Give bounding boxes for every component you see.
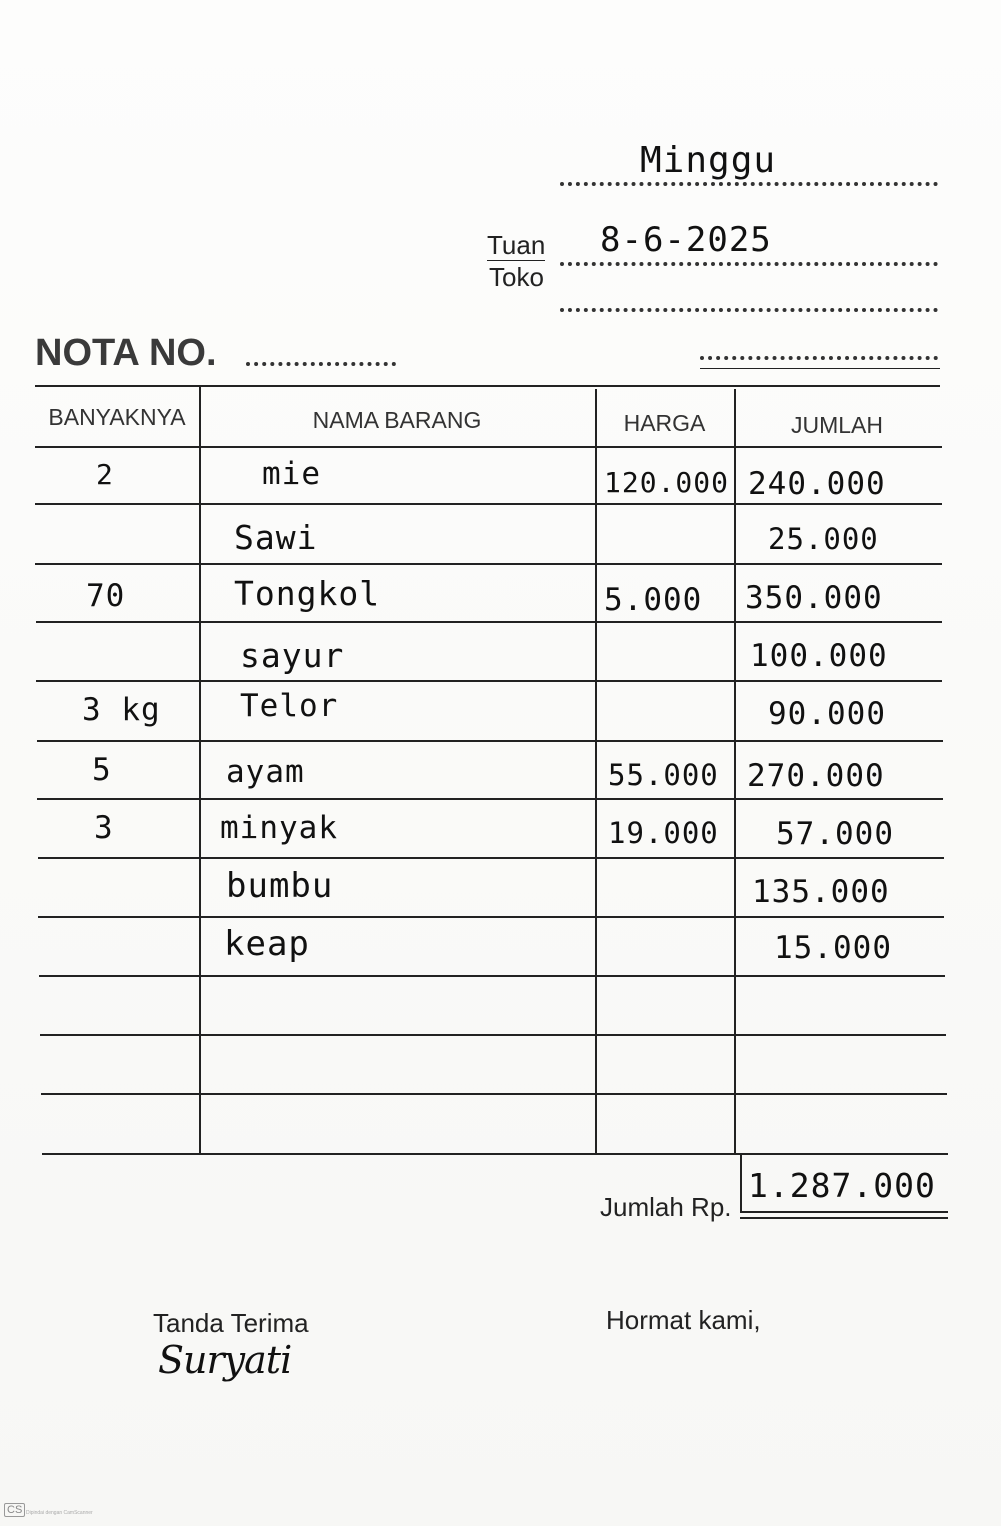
- total-label: Jumlah Rp.: [600, 1192, 732, 1222]
- row-line: [38, 857, 944, 859]
- row-line: [37, 798, 943, 800]
- col-header-price: HARGA: [623, 410, 706, 436]
- row-total: 57.000: [776, 816, 894, 852]
- row-total: 25.000: [768, 522, 879, 556]
- row-total: 90.000: [768, 696, 886, 732]
- row-price: 19.000: [608, 816, 719, 850]
- row-qty: 5: [92, 752, 112, 788]
- row-item: Telor: [240, 688, 339, 724]
- row-item: sayur: [240, 636, 345, 675]
- regards-label: Hormat kami,: [606, 1305, 761, 1335]
- row-line: [37, 740, 943, 742]
- total-underline-2: [740, 1217, 948, 1219]
- row-item: minyak: [220, 810, 338, 846]
- address-dotted-line: [560, 308, 938, 312]
- right-dotted-line: [700, 356, 938, 360]
- nota-label: NOTA NO.: [35, 332, 217, 374]
- row-total: 240.000: [748, 466, 886, 502]
- col-header-item: NAMA BARANG: [312, 407, 482, 433]
- row-line: [36, 621, 942, 623]
- row-line: [38, 916, 944, 918]
- row-item: keap: [224, 924, 310, 964]
- receiver-signature: Suryati: [158, 1338, 292, 1382]
- row-total: 350.000: [745, 580, 883, 616]
- row-qty: 70: [86, 578, 126, 614]
- row-price: 120.000: [604, 466, 730, 499]
- row-item: ayam: [226, 754, 305, 790]
- toko-label: Toko: [489, 262, 544, 292]
- col-divider-1: [199, 385, 201, 1155]
- row-total: 100.000: [750, 638, 888, 674]
- nota-dotted-line: [246, 362, 396, 366]
- day-value: Minggu: [640, 140, 777, 181]
- row-line: [35, 503, 942, 505]
- table-bottom-line: [42, 1153, 948, 1155]
- row-line: [36, 680, 942, 682]
- table-top-line: [35, 385, 940, 387]
- tuan-toko-divider: [487, 260, 545, 261]
- row-line: [41, 1093, 947, 1095]
- total-box-left: [740, 1155, 742, 1213]
- total-underline-1: [740, 1211, 948, 1213]
- row-qty: 2: [96, 458, 114, 491]
- col-header-qty: BANYAKNYA: [48, 404, 186, 430]
- row-price: 55.000: [608, 758, 719, 792]
- row-line: [35, 563, 942, 565]
- receiver-label: Tanda Terima: [153, 1308, 309, 1338]
- row-price: 5.000: [604, 582, 703, 618]
- row-qty: 3: [94, 810, 114, 846]
- scanner-logo: CS: [4, 1503, 25, 1517]
- table-header-line: [35, 446, 942, 448]
- right-underline: [700, 368, 940, 369]
- scanner-watermark-text: Dipindai dengan CamScanner: [26, 1510, 93, 1516]
- row-total: 15.000: [774, 930, 892, 966]
- row-qty: 3 kg: [82, 692, 161, 728]
- row-item: Sawi: [234, 518, 318, 557]
- row-item: Tongkol: [234, 574, 381, 613]
- tuan-label: Tuan: [487, 230, 546, 260]
- row-line: [40, 1034, 946, 1036]
- date-dotted-line: [560, 262, 938, 266]
- row-line: [39, 975, 945, 977]
- date-value: 8-6-2025: [600, 220, 772, 260]
- day-dotted-line: [560, 182, 938, 186]
- row-total: 270.000: [747, 758, 885, 794]
- row-total: 135.000: [752, 874, 890, 910]
- col-header-total: JUMLAH: [790, 412, 883, 438]
- total-value: 1.287.000: [748, 1166, 936, 1205]
- row-item: bumbu: [226, 866, 334, 906]
- row-item: mie: [262, 456, 321, 492]
